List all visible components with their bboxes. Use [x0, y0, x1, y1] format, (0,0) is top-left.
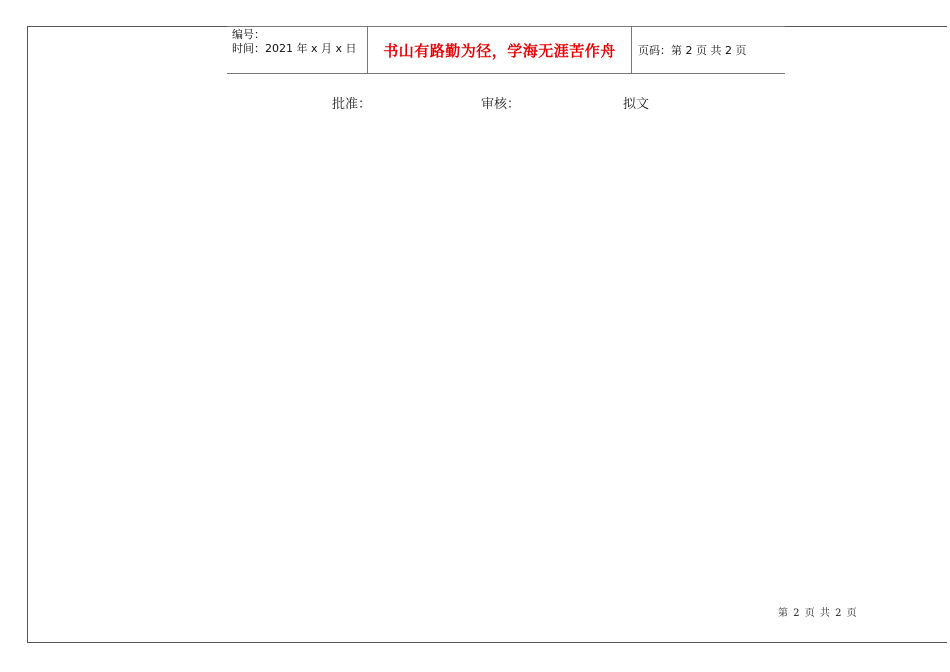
- page-frame: [27, 26, 947, 643]
- document-header: [227, 26, 785, 74]
- review-label: 审核：: [481, 97, 521, 112]
- header-meta-cell: [227, 27, 368, 73]
- draft-label: 拟文: [623, 97, 650, 112]
- serial-number-label: 编号：: [232, 28, 265, 41]
- footer-page-number: 第 2 页 共 2 页: [778, 608, 858, 619]
- approve-label: 批准：: [332, 97, 372, 112]
- header-page-info: 页码：第 2 页 共 2 页: [638, 44, 747, 57]
- header-page-cell: [632, 27, 785, 73]
- header-motto-cell: [368, 27, 632, 73]
- motto-text: 书山有路勤为径，学海无涯苦作舟: [383, 41, 616, 60]
- time-label: 时间：2021 年 x 月 x 日: [232, 42, 357, 55]
- signature-row: [0, 93, 950, 111]
